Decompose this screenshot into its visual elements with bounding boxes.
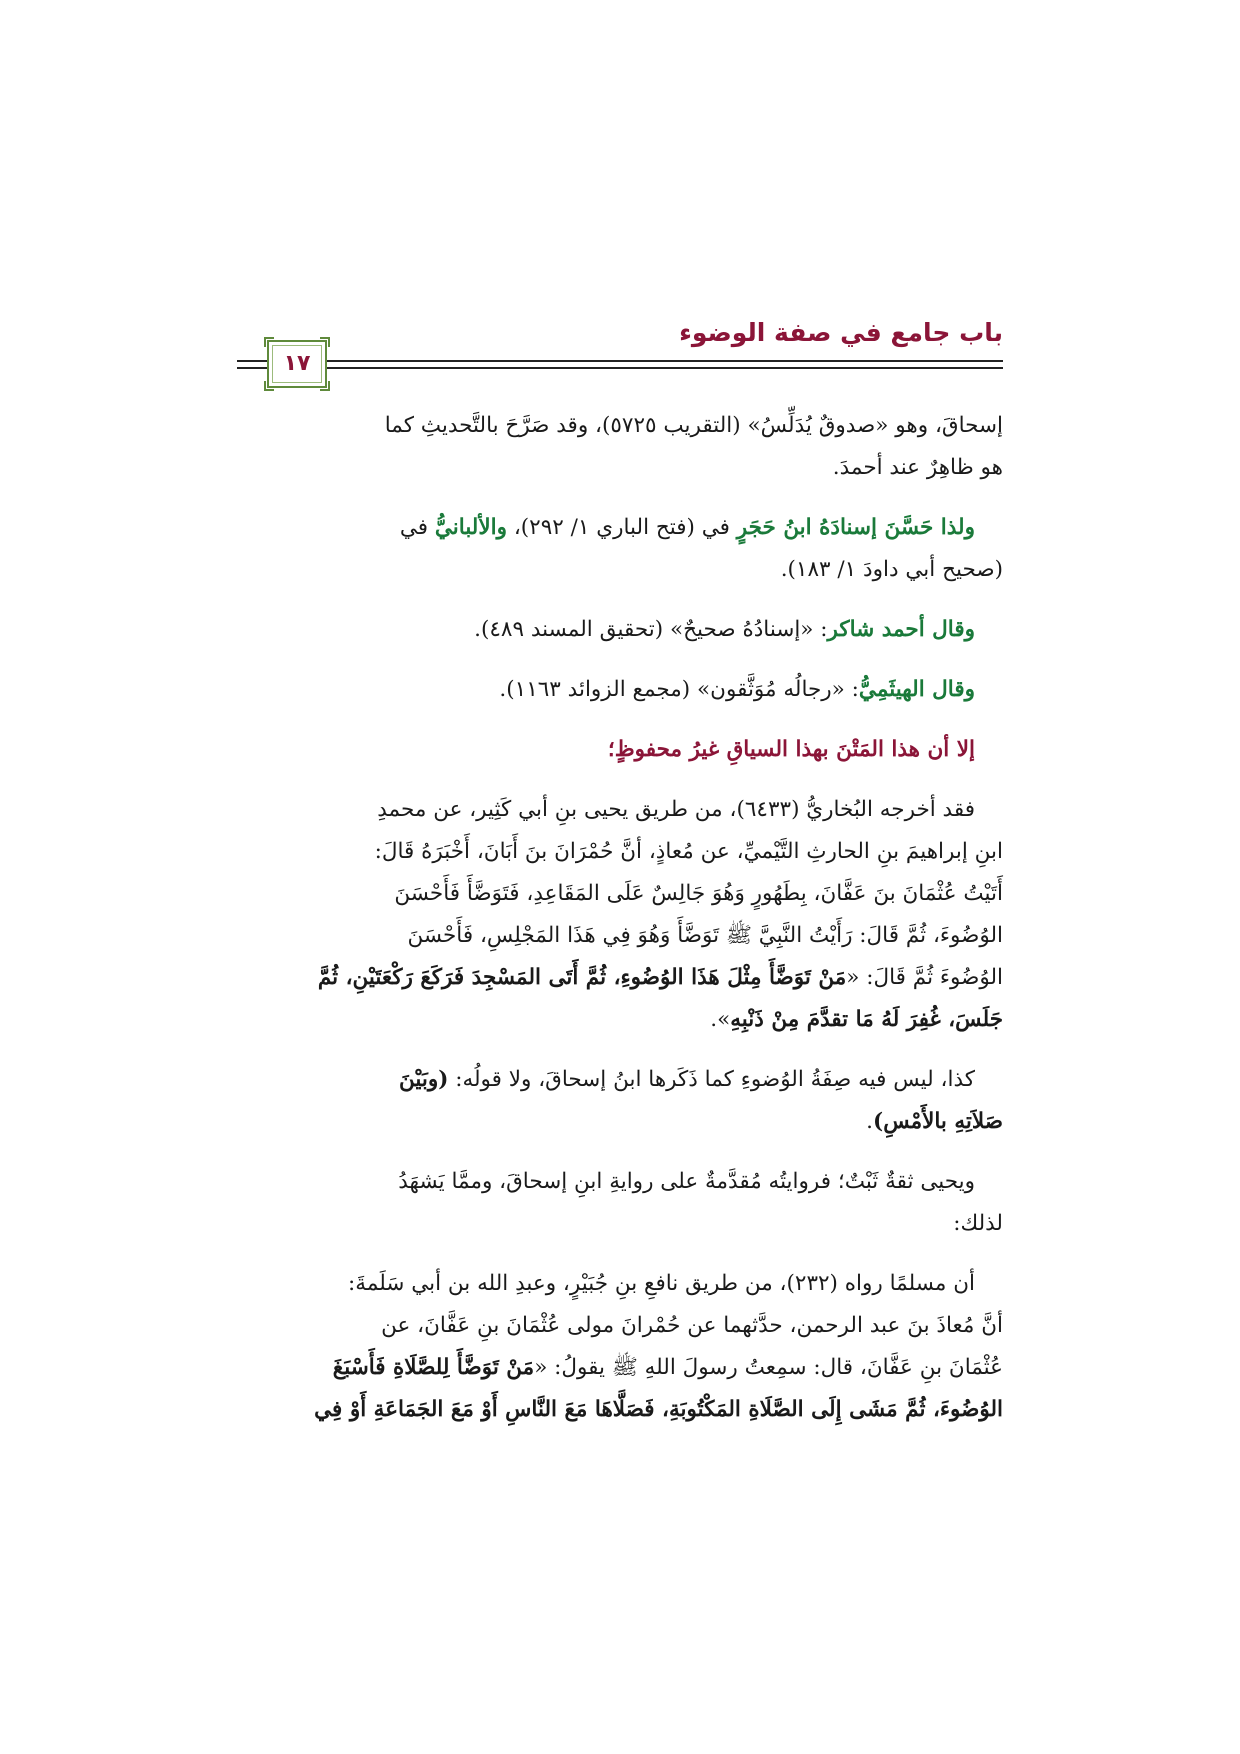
narration-text: عُثْمَانَ بنِ عَفَّانَ، قال: سمِعتُ رسولَ اللهِ ﷺ يقولُ: « [534, 1355, 1003, 1380]
paragraph-9-line-4: الوُضُوءَ، ثُمَّ مَشَى إِلَى الصَّلَاةِ المَكْتُوبَةِ، فَصَلَّاهَا مَعَ النَّاسِ أَوْ مَعَ الجَمَاعَةِ أَوْ فِي [314, 1397, 1003, 1422]
scholar-name: والألبانيُّ [434, 515, 507, 540]
paragraph-6-line-3: أَتَيْتُ عُثْمَانَ بنَ عَفَّانَ، بِطَهُورٍ وَهُوَ جَالِسٌ عَلَى المَقَاعِدِ، فَتَوَضَّأَ فَأَحْسَنَ [394, 881, 1003, 906]
paragraph-6-line-4: الوُضُوءَ، ثُمَّ قَالَ: رَأَيْتُ النَّبِيَّ ﷺ تَوَضَّأَ وَهُوَ فِي هَذَا المَجْلِسِ، فَأَحْسَنَ [407, 923, 1003, 948]
paragraph-6-line-6 [237, 999, 1003, 1041]
header-rule-bottom [237, 367, 1003, 369]
hadith-text: (وبَيْنَ [398, 1067, 449, 1092]
page-number-frame [267, 340, 327, 388]
paragraph-6-line-1: فقد أخرجه البُخاريُّ (٦٤٣٣)، من طريق يحيى بنِ أبي كَثِير، عن محمدِ [377, 797, 975, 822]
chapter-title: باب جامع في صفة الوضوء [679, 318, 1003, 347]
hadith-text: مَنْ تَوَضَّأَ لِلصَّلَاةِ فَأَسْبَغَ [332, 1355, 535, 1380]
paragraph-8-line-1: ويحيى ثقةٌ ثَبْتٌ؛ فروايتُه مُقدَّمةٌ على روايةِ ابنِ إسحاقَ، وممَّا يَشهَدُ [398, 1169, 975, 1194]
paragraph-9-line-1: أن مسلمًا رواه (٢٣٢)، من طريق نافعِ بنِ جُبَيْرٍ، وعبدِ الله بن أبي سَلَمةَ: [348, 1271, 975, 1296]
paragraph-7-line-2 [237, 1101, 1003, 1143]
narration-text: الوُضُوءَ ثُمَّ قَالَ: « [846, 965, 1003, 990]
paragraph-3 [237, 609, 1003, 651]
citation-text: : «إسنادُهُ صحيحٌ» (تحقيق المسند ٤٨٩). [474, 617, 828, 642]
paragraph-2-line-2: (صحيح أبي داودَ ١/ ١٨٣). [780, 557, 1003, 582]
page-number: ١٧ [283, 351, 311, 376]
page-body [237, 405, 1003, 1431]
commentary-text: . [866, 1109, 874, 1134]
commentary-text: كذا، ليس فيه صِفَةُ الوُضوءِ كما ذَكَرها ابنُ إسحاقَ، ولا قولُه: [448, 1067, 975, 1092]
paragraph-8-line-2: لذلك: [953, 1211, 1003, 1236]
paragraph-1-line-2: هو ظاهِرٌ عند أحمدَ. [832, 455, 1003, 480]
paragraph-2-line-1 [237, 507, 1003, 549]
page-header [237, 318, 1003, 398]
narration-text: ». [710, 1007, 731, 1032]
section-heading: إلا أن هذا المَتْنَ بهذا السياقِ غيرُ محفوظٍ؛ [607, 737, 975, 762]
paragraph-9-line-2: أنَّ مُعاذَ بنَ عبد الرحمن، حدَّثهما عن حُمْرانَ مولى عُثْمَانَ بنِ عَفَّانَ، عن [381, 1313, 1003, 1338]
citation-text: : «رجالُه مُوَثَّقون» (مجمع الزوائد ١١٦٣). [499, 677, 859, 702]
paragraph-1-line-1: إسحاقَ، وهو «صدوقٌ يُدَلِّسُ» (التقريب ٥٧٢٥)، وقد صَرَّحَ بالتَّحديثِ كما [384, 413, 1003, 438]
header-rule-top [237, 360, 1003, 362]
citation-text: في (فتح الباري ١/ ٢٩٢)، [506, 515, 737, 540]
paragraph-4 [237, 669, 1003, 711]
scholar-name: وقال أحمد شاكر [827, 617, 975, 642]
paragraph-6-line-2: ابنِ إبراهيمَ بنِ الحارثِ التَّيْميِّ، عن مُعاذٍ، أنَّ حُمْرَانَ بنَ أَبَانَ، أَخْبَرَهُ قَالَ: [374, 839, 1003, 864]
scholar-name: ولذا حَسَّنَ إسنادَهُ ابنُ حَجَرٍ [736, 515, 975, 540]
paragraph-6-line-5 [237, 957, 1003, 999]
hadith-text: صَلاَتِهِ بالأَمْسِ) [873, 1109, 1003, 1134]
paragraph-7-line-1 [237, 1059, 1003, 1101]
paragraph-9-line-3 [237, 1347, 1003, 1389]
scholar-name: وقال الهيثَمِيُّ [858, 677, 975, 702]
hadith-text: مَنْ تَوَضَّأَ مِثْلَ هَذَا الوُضُوءِ، ثُمَّ أَتَى المَسْجِدَ فَرَكَعَ رَكْعَتَيْنِ، ثُمَّ [317, 965, 847, 990]
hadith-text: جَلَسَ، غُفِرَ لَهُ مَا تقدَّمَ مِنْ ذَنْبِهِ [730, 1007, 1003, 1032]
citation-text: في [399, 515, 435, 540]
